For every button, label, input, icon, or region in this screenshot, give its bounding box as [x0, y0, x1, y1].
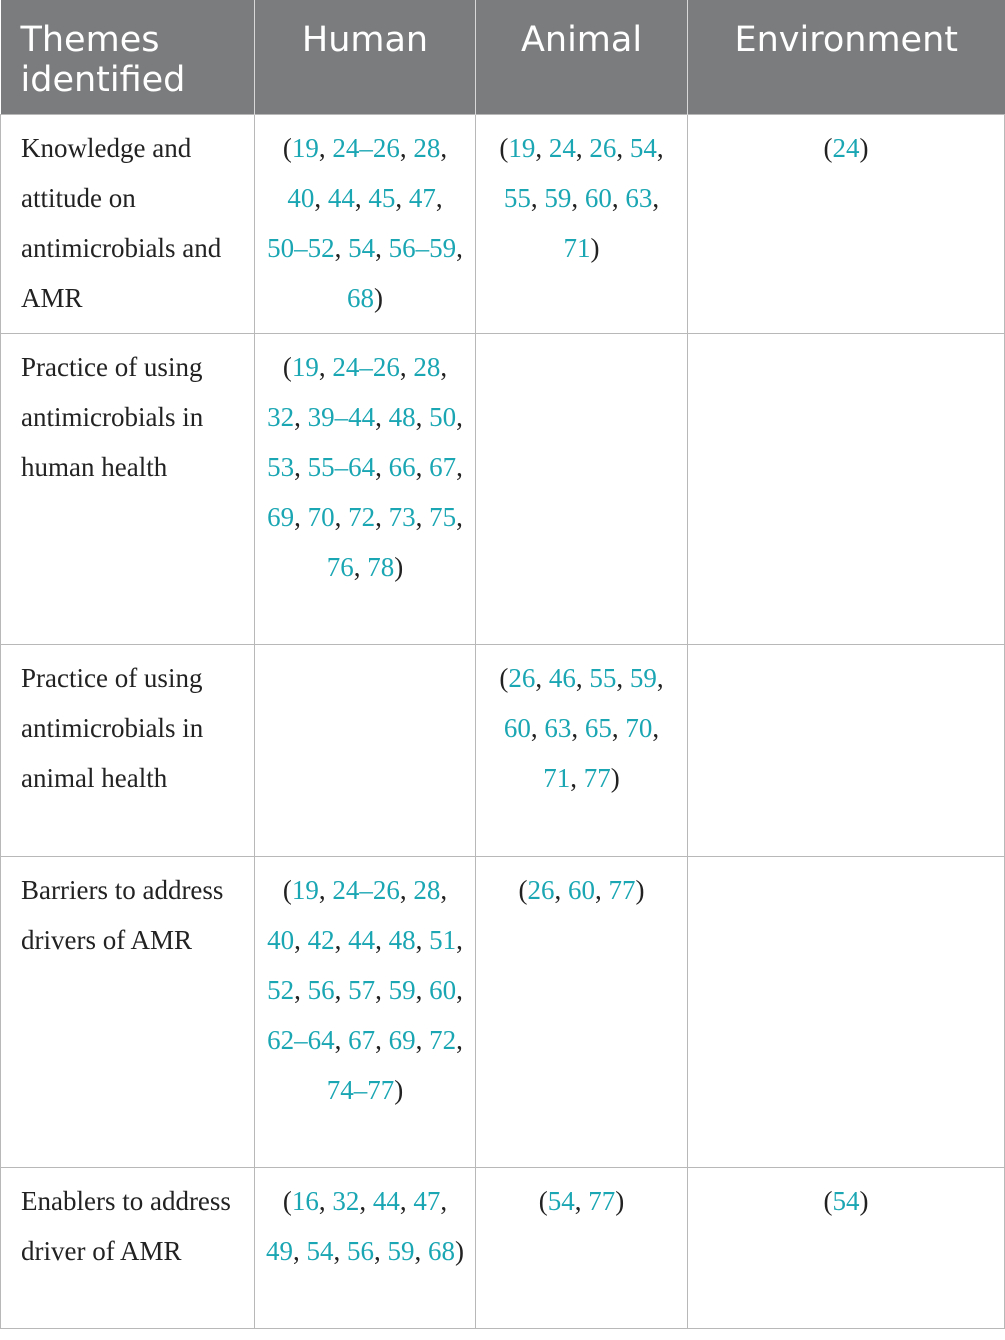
citation-link[interactable]: 53	[267, 451, 295, 482]
citation-link[interactable]: 44	[348, 924, 376, 955]
citation-link[interactable]: 19	[291, 132, 319, 163]
citation-link[interactable]: 32	[332, 1185, 360, 1216]
citation-link[interactable]: 16	[291, 1185, 319, 1216]
citation-link[interactable]: 24	[548, 132, 576, 163]
citation-link[interactable]: 55	[589, 662, 617, 693]
citation-link[interactable]: 45	[368, 182, 396, 213]
citation-link[interactable]: 19	[508, 132, 536, 163]
header-human: Human	[255, 0, 476, 114]
citation-link[interactable]: 72	[429, 1024, 457, 1055]
citation-link[interactable]: 26	[527, 874, 555, 905]
citation-link[interactable]: 70	[307, 501, 335, 532]
citation-link[interactable]: 28	[413, 351, 441, 382]
citation-link[interactable]: 67	[348, 1024, 376, 1055]
citation-link[interactable]: 19	[291, 351, 319, 382]
citation-link[interactable]: 63	[625, 182, 653, 213]
header-row	[1, 0, 1005, 114]
citation-link[interactable]: 50–52	[267, 232, 335, 263]
citation-link[interactable]: 24–26	[332, 874, 400, 905]
citation-link[interactable]: 54	[832, 1185, 860, 1216]
citation-link[interactable]: 26	[508, 662, 536, 693]
citation-link[interactable]: 48	[388, 924, 416, 955]
citation-link[interactable]: 24–26	[332, 351, 400, 382]
theme-cell: Barriers to address drivers of AMR	[1, 856, 255, 1167]
animal-refs-cell: (26, 60, 77)	[476, 856, 688, 1167]
citation-link[interactable]: 54	[306, 1235, 334, 1266]
citation-link[interactable]: 44	[327, 182, 355, 213]
theme-cell: Practice of using antimicrobials in animal health	[1, 644, 255, 856]
citation-link[interactable]: 66	[388, 451, 416, 482]
citation-link[interactable]: 67	[429, 451, 457, 482]
citation-link[interactable]: 52	[267, 974, 295, 1005]
citation-link[interactable]: 54	[348, 232, 376, 263]
theme-cell: Knowledge and attitude on antimicrobials and AMR	[1, 114, 255, 333]
human-refs-cell: (19, 24–26, 28, 40, 42, 44, 48, 51, 52, 56, 57, 59, 60, 62–64, 67, 69, 72, 74–77)	[255, 856, 476, 1167]
theme-cell: Enablers to address driver of AMR	[1, 1167, 255, 1328]
citation-link[interactable]: 77	[588, 1185, 616, 1216]
citation-link[interactable]: 62–64	[267, 1024, 335, 1055]
human-refs-cell	[255, 644, 476, 856]
table-row	[1, 856, 1005, 1167]
citation-link[interactable]: 78	[367, 551, 395, 582]
citation-link[interactable]: 48	[388, 401, 416, 432]
citation-link[interactable]: 77	[583, 762, 611, 793]
citation-link[interactable]: 70	[625, 712, 653, 743]
citation-link[interactable]: 28	[413, 132, 441, 163]
citation-link[interactable]: 63	[544, 712, 572, 743]
citation-link[interactable]: 59	[544, 182, 572, 213]
citation-link[interactable]: 59	[388, 974, 416, 1005]
citation-link[interactable]: 59	[387, 1235, 415, 1266]
citation-link[interactable]: 75	[429, 501, 457, 532]
animal-refs-cell: (19, 24, 26, 54, 55, 59, 60, 63, 71)	[476, 114, 688, 333]
citation-link[interactable]: 60	[568, 874, 595, 905]
citation-link[interactable]: 69	[388, 1024, 416, 1055]
citation-link[interactable]: 40	[267, 924, 295, 955]
table-row	[1, 333, 1005, 644]
citation-link[interactable]: 40	[287, 182, 315, 213]
citation-link[interactable]: 39–44	[307, 401, 376, 432]
citation-link[interactable]: 56	[307, 974, 335, 1005]
environment-refs-cell	[688, 856, 1005, 1167]
human-refs-cell: (19, 24–26, 28, 40, 44, 45, 47, 50–52, 54, 56–59, 68)	[255, 114, 476, 333]
citation-link[interactable]: 60	[429, 974, 457, 1005]
animal-refs-cell: (26, 46, 55, 59, 60, 63, 65, 70, 71, 77)	[476, 644, 688, 856]
citation-link[interactable]: 60	[584, 182, 612, 213]
citation-link[interactable]: 77	[608, 874, 636, 905]
citation-link[interactable]: 74–77	[326, 1074, 395, 1105]
citation-link[interactable]: 60	[503, 712, 531, 743]
citation-link[interactable]: 49	[266, 1235, 293, 1266]
citation-link[interactable]: 44	[372, 1185, 400, 1216]
citation-link[interactable]: 24–26	[332, 132, 400, 163]
theme-cell: Practice of using antimicrobials in human health	[1, 333, 255, 644]
environment-refs-cell	[688, 333, 1005, 644]
citation-link[interactable]: 56	[347, 1235, 374, 1266]
citation-link[interactable]: 55–64	[307, 451, 376, 482]
citation-link[interactable]: 71	[563, 232, 591, 263]
table-row	[1, 644, 1005, 856]
citation-link[interactable]: 47	[413, 1185, 441, 1216]
citation-link[interactable]: 56–59	[388, 232, 457, 263]
citation-link[interactable]: 68	[347, 282, 374, 313]
environment-refs-cell	[688, 644, 1005, 856]
citation-link[interactable]: 54	[547, 1185, 575, 1216]
citation-link[interactable]: 32	[267, 401, 295, 432]
citation-link[interactable]: 47	[408, 182, 436, 213]
citation-link[interactable]: 72	[348, 501, 376, 532]
environment-refs-cell: (24)	[688, 114, 1005, 333]
citation-link[interactable]: 50	[429, 401, 457, 432]
citation-link[interactable]: 71	[543, 762, 571, 793]
animal-refs-cell: (54, 77)	[476, 1167, 688, 1328]
human-refs-cell: (19, 24–26, 28, 32, 39–44, 48, 50, 53, 55–64, 66, 67, 69, 70, 72, 73, 75, 76, 78)	[255, 333, 476, 644]
human-refs-cell: (16, 32, 44, 47, 49, 54, 56, 59, 68)	[255, 1167, 476, 1328]
header-animal: Animal	[476, 0, 688, 114]
header-environment: Environment	[688, 0, 1005, 114]
citation-link[interactable]: 68	[428, 1235, 455, 1266]
citation-link[interactable]: 65	[584, 712, 612, 743]
citation-link[interactable]: 59	[629, 662, 657, 693]
citation-link[interactable]: 51	[429, 924, 457, 955]
animal-refs-cell	[476, 333, 688, 644]
citation-link[interactable]: 76	[326, 551, 354, 582]
citation-link[interactable]: 19	[291, 874, 319, 905]
citation-link[interactable]: 54	[629, 132, 657, 163]
citation-link[interactable]: 24	[832, 132, 860, 163]
citation-link[interactable]: 28	[413, 874, 441, 905]
citation-link[interactable]: 69	[267, 501, 295, 532]
citation-link[interactable]: 46	[548, 662, 576, 693]
environment-refs-cell: (54)	[688, 1167, 1005, 1328]
citation-link[interactable]: 73	[388, 501, 416, 532]
citation-link[interactable]: 57	[348, 974, 376, 1005]
table-row	[1, 1167, 1005, 1328]
citation-link[interactable]: 26	[589, 132, 617, 163]
citation-link[interactable]: 42	[307, 924, 335, 955]
header-themes: Themes identified	[1, 0, 255, 114]
citation-link[interactable]: 55	[503, 182, 531, 213]
table-row	[1, 114, 1005, 333]
